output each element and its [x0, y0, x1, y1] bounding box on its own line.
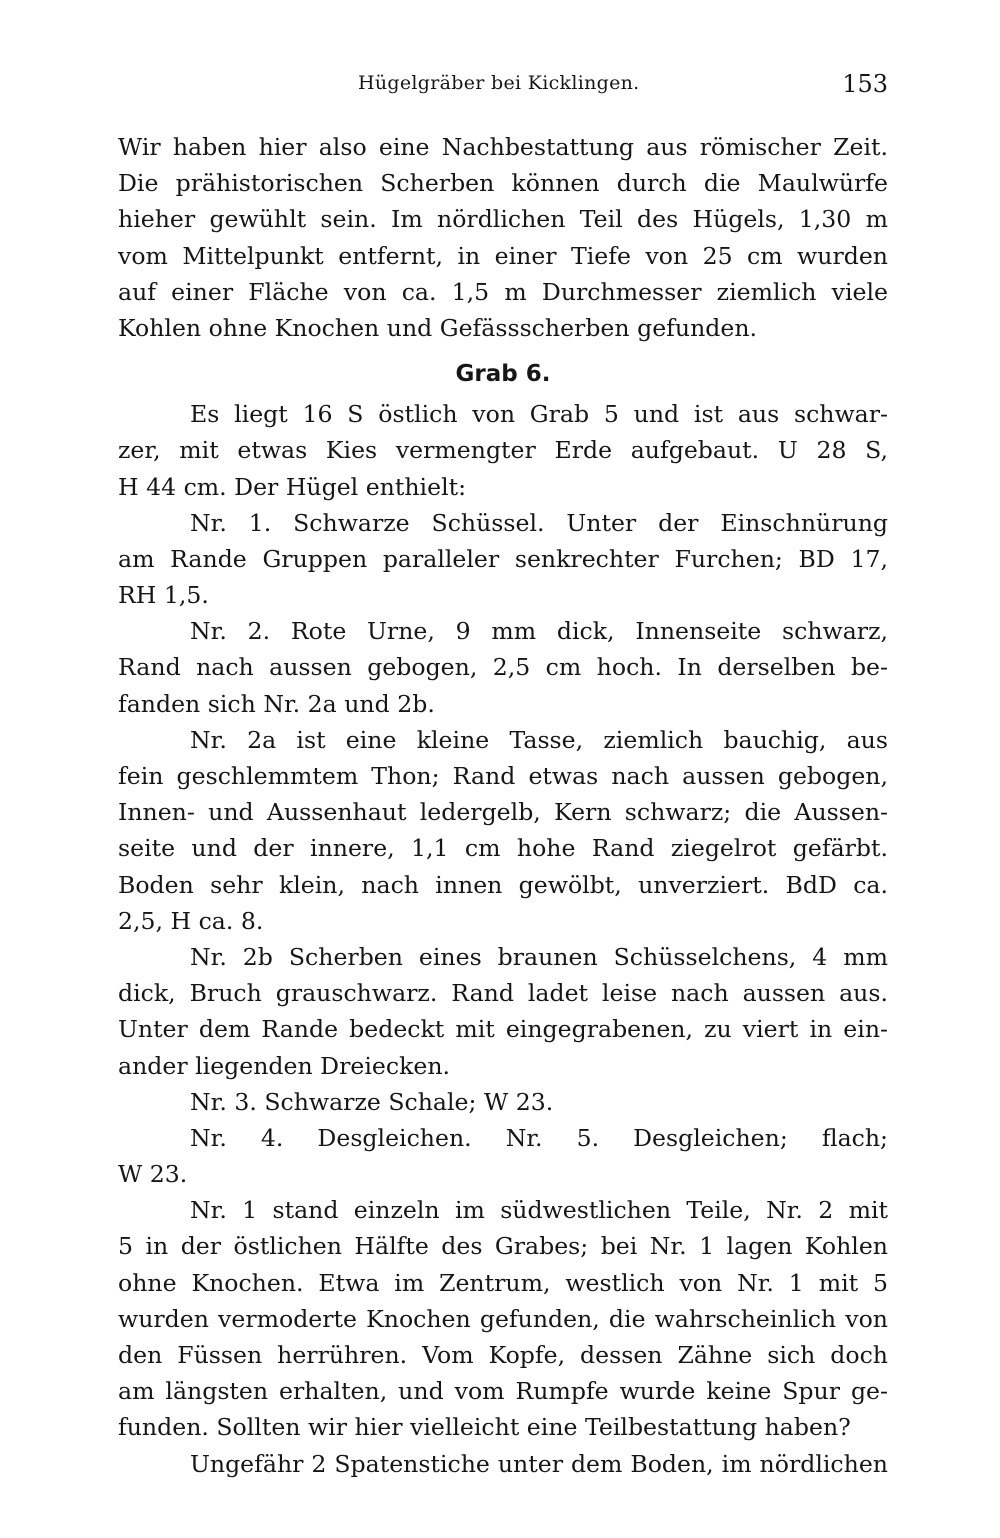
- text-line: hieher gewühlt sein. Im nördlichen Teil des Hügels, 1,30 m: [118, 205, 888, 234]
- text-line: Nr. 3. Schwarze Schale; W 23.: [190, 1087, 554, 1116]
- text-line: 2,5, H ca. 8.: [118, 906, 264, 935]
- text-line: Boden sehr klein, nach innen gewölbt, unverziert. BdD ca.: [118, 870, 888, 899]
- paragraph: [118, 129, 888, 346]
- text-line: W 23.: [118, 1160, 188, 1189]
- section-heading: Grab 6.: [455, 361, 551, 388]
- catalog-entry: [118, 722, 888, 939]
- text-line: H 44 cm. Der Hügel enthielt:: [118, 472, 467, 501]
- text-line: Rand nach aussen gebogen, 2,5 cm hoch. In derselben be-: [118, 653, 888, 682]
- text-line: vom Mittelpunkt entfernt, in einer Tiefe von 25 cm wurden: [118, 241, 888, 270]
- text-line: ander liegenden Dreiecken.: [118, 1051, 451, 1080]
- text-line: Nr. 2a ist eine kleine Tasse, ziemlich bauchig, aus: [190, 725, 888, 754]
- page-number: 153: [842, 70, 888, 98]
- body-text: [118, 129, 888, 1482]
- text-line: RH 1,5.: [118, 581, 209, 610]
- text-line: dick, Bruch grauschwarz. Rand ladet leise nach aussen aus.: [118, 979, 888, 1008]
- text-line: ohne Knochen. Etwa im Zentrum, westlich von Nr. 1 mit 5: [118, 1268, 888, 1297]
- text-line: Nr. 1. Schwarze Schüssel. Unter der Einschnürung: [190, 508, 888, 537]
- text-line: seite und der innere, 1,1 cm hohe Rand ziegelrot gefärbt.: [118, 834, 888, 863]
- text-line: am längsten erhalten, und vom Rumpfe wurde keine Spur ge-: [118, 1377, 888, 1406]
- text-line: Nr. 4. Desgleichen. Nr. 5. Desgleichen; flach;: [190, 1123, 888, 1152]
- text-line: Wir haben hier also eine Nachbestattung aus römischer Zeit.: [118, 133, 888, 161]
- text-line: fein geschlemmtem Thon; Rand etwas nach aussen gebogen,: [118, 762, 888, 790]
- text-line: am Rande Gruppen paralleler senkrechter Furchen; BD 17,: [118, 544, 888, 573]
- catalog-entry: [118, 1120, 888, 1192]
- text-line: fanden sich Nr. 2a und 2b.: [118, 689, 435, 718]
- catalog-entry: [118, 613, 888, 722]
- catalog-entry: [118, 939, 888, 1084]
- text-line: Unter dem Rande bedeckt mit eingegrabenen, zu viert in ein-: [118, 1015, 888, 1044]
- catalog-entry: [118, 1084, 888, 1120]
- paragraph: [118, 1446, 888, 1482]
- text-line: auf einer Fläche von ca. 1,5 m Durchmesser ziemlich viele: [118, 277, 888, 306]
- page-header: [118, 70, 888, 104]
- running-title: Hügelgräber bei Kicklingen.: [358, 72, 640, 94]
- catalog-entry: [118, 505, 888, 614]
- text-line: 5 in der östlichen Hälfte des Grabes; bei Nr. 1 lagen Kohlen: [118, 1232, 888, 1261]
- paragraph: [118, 1192, 888, 1445]
- text-line: Nr. 2b Scherben eines braunen Schüsselchens, 4 mm: [190, 942, 888, 971]
- text-line: wurden vermoderte Knochen gefunden, die wahrscheinlich von: [118, 1304, 888, 1333]
- text-line: zer, mit etwas Kies vermengter Erde aufgebaut. U 28 S,: [118, 436, 888, 465]
- text-line: funden. Sollten wir hier vielleicht eine Teilbestattung haben?: [118, 1413, 851, 1442]
- paragraph: [118, 396, 888, 505]
- text-line: den Füssen herrühren. Vom Kopfe, dessen Zähne sich doch: [118, 1341, 888, 1369]
- text-line: Nr. 1 stand einzeln im südwestlichen Teile, Nr. 2 mit: [190, 1196, 888, 1225]
- text-line: Ungefähr 2 Spatenstiche unter dem Boden, im nördlichen: [190, 1449, 888, 1478]
- text-line: Es liegt 16 S östlich von Grab 5 und ist aus schwar-: [190, 400, 888, 429]
- text-line: Kohlen ohne Knochen und Gefässscherben gefunden.: [118, 313, 758, 342]
- text-line: Die prähistorischen Scherben können durch die Maulwürfe: [118, 169, 888, 198]
- text-line: Innen- und Aussenhaut ledergelb, Kern schwarz; die Aussen-: [118, 798, 888, 827]
- text-line: Nr. 2. Rote Urne, 9 mm dick, Innenseite schwarz,: [190, 617, 888, 646]
